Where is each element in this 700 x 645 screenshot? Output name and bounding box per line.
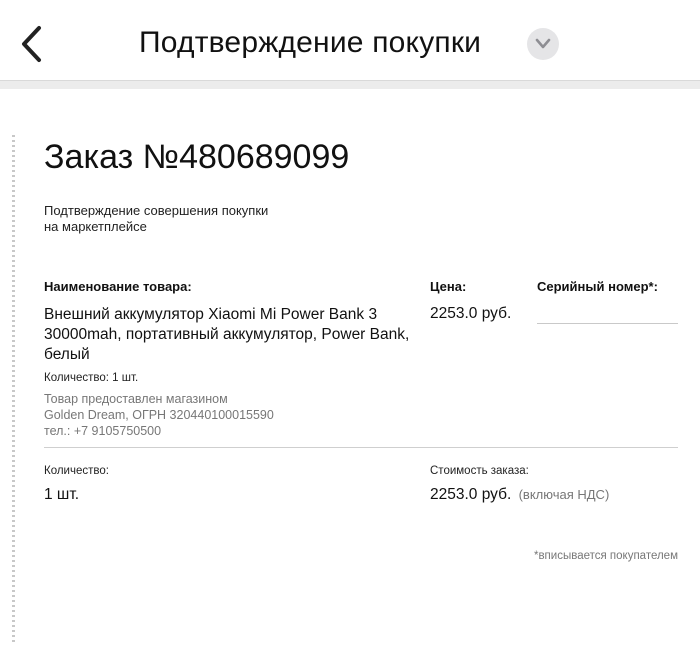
summary-cost-value: 2253.0 руб. [430,486,512,503]
vat-note: (включая НДС) [518,487,610,502]
seller-line: Товар предоставлен магазином [44,392,228,406]
chevron-down-icon [534,37,552,51]
column-header-name: Наименование товара: [44,279,192,294]
summary-cost [430,486,609,504]
divider [44,447,678,448]
seller-line: Golden Dream, ОГРН 320440100015590 [44,408,274,422]
summary-quantity-value: 1 шт. [44,486,80,503]
page-title: Подтверждение покупки [139,26,482,59]
receipt-perforation [12,135,15,645]
top-bar [0,0,700,80]
column-header-price: Цена: [430,279,467,294]
column-header-serial: Серийный номер*: [537,279,658,294]
seller-phone: тел.: +7 9105750500 [44,424,162,438]
order-title: Заказ №480689099 [44,138,350,176]
order-subtitle [44,203,344,235]
serial-number-field[interactable] [537,323,678,324]
summary-quantity-label: Количество: [44,465,109,477]
product-price: 2253.0 руб. [430,305,512,322]
footnote: *вписывается покупателем [533,550,678,562]
product-quantity: Количество: 1 шт. [44,372,139,384]
expand-toggle-button[interactable] [527,28,559,60]
back-button[interactable] [14,22,50,66]
header-separator [0,80,700,89]
summary-cost-label: Стоимость заказа: [430,465,529,477]
seller-info [44,391,274,439]
product-name: Внешний аккумулятор Xiaomi Mi Power Bank 3 30000mah, портативный аккумулятор, Power Bank, белый [44,306,410,363]
subtitle-line: на маркетплейсе [44,219,147,234]
subtitle-line: Подтверждение совершения покупки [44,203,269,218]
chevron-left-icon [14,22,50,66]
